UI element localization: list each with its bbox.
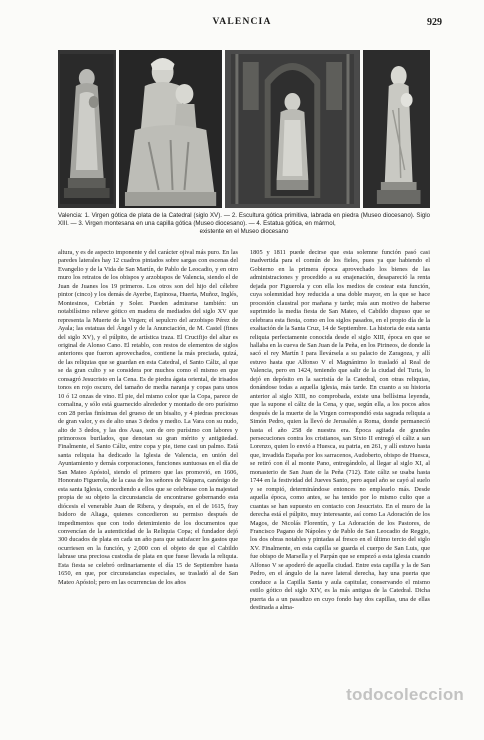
running-title: VALENCIA [212, 17, 272, 27]
figure-caption [58, 212, 430, 236]
figure-caption-last-line: existente en el Museo diocesano [199, 228, 289, 236]
figure-plate-4 [363, 50, 430, 208]
gothic-marble-statue-icon [363, 50, 430, 208]
page-number: 929 [427, 17, 442, 28]
watermark-text: todocoleccion [346, 685, 464, 704]
body-columns [58, 249, 430, 723]
figure-caption-text: Valencia: 1. Virgen gótica de plata de la Catedral (siglo XV). — 2. Escultura gótica primitiva, labrada en piedra (Museo diocesano). Siglo XIII. — 3. Virgen montesana en una capilla gótica (Museo diocesano). — 4. Estatua gótica, en mármol, [58, 212, 430, 228]
body-column-right: 1805 y 1811 puede decirse que esta solemne función pasó casi inadvertida para el común de los fieles, pues ya que habiendo el Gobierno en la primera época aprovechado los bienes de las administraciones y procedido a su enajenación, desapareció la renta dejada por Figuerola y con ella los medios de costear esta función, cuya solemnidad hoy reducida a una doble mayor, en la que se hace procesión claustral por mañana y tarde; más aun motivo de haberse suprimido la media fiesta de San Mateo, el Cabildo dispuso que se celebrara esta fiesta, como en los siglos pasados, en el propio día de la exaltación de la Santa Cruz, 14 de Septiembre. La historia de esta santa reliquia perfectamente conocida desde el siglo XIII, época en que se hallaba en la cueva de San Juan de la Peña, en los Pirineos, de donde la sacó el rey Martín I para llevársela a su palacio de Zaragoza, y allí estuvo hasta que Alfonso V el Magnánimo lo trasladó al Real de Valencia, pero en 1424, teniendo que salir de la ciudad del Turia, lo dejó en depósito en la sacristía de la Catedral, con otras reliquias, donándose todas a aquella iglesia, más tarde. En cuanto a su historia anterior al siglo XIII, no comprobada, existe una bellísima leyenda, que la supone el cáliz de la Cena, y que, según ella, a los pocos años después de la muerte de la Virgen correspondió esta sagrada reliquia a Simón Pedro, quien la llevó de Jerusalén a Roma, donde permaneció hasta el año 258 de nuestra era. Época agitada de grandes persecuciones contra los cristianos, san Sixto II entregó el cáliz a san Lorenzo, quien lo envió a Huesca, su patria, en 261, y allí estuvo hasta que, invadida España por los sarracenos, Audoberto, obispo de Huesca, se retiró con él al monte Pano, entregándolo, al llegar al siglo XI, al monasterio de San Juan de la Peña (712). Este cáliz se usaba hasta 1744 en la festividad del Jueves Santo, pero aquel año se cayó al suelo y se rompió, determinándose entonces no emplearlo más. Desde aquella época, como antes, se ha tenido por lo mismo culto que a cuantas se han supuesto en contacto con Jesucristo. En el muro de la derecha está el púlpito, muy interesante, así como La Adoración de los Magos, de Nicolás Florentín, y La Adoración de los Pastores, de Francisco Pagano de Nápoles y de Pablo de San Leocadio de Reggio, los dos obras notables y pintadas al fresco en el último tercio del siglo XV. Finalmente, en esta capilla se guarda el cuerpo de San Luis, que fue obispo de Marsella y el Parpán que se empezó a esta iglesia cuando Alfonso V se apoderó de aquella ciudad. Entre esta capilla y la de San Pedro, en el ángulo de la nave lateral derecha, hay una puerta que conduce a la Capilla Santa y aula capitular, conservando el mismo estilo gótico del siglo XIV, es la más antigua de la Catedral. Dicha puerta da a un pasadizo en cuyo fondo hay dos capillas, una de ellas destinada a alma- [250, 249, 430, 612]
body-column-left: altura, y es de aspecto imponente y del carácter ojival más puro. En las paredes laterales hay 12 cuadros pintados sobre sargas con escenas del Evangelio y de la Vida de San Martín, de Pablo de Leocadio, y en otro muro los retratos de los obispos y arzobispos de Valencia, siendo el de Juan de Juanes los 19 primeros. Los otros son del hijo del célebre pintor (cinco) y los demás de Ayerbe, Espinosa, Huerta, Muñoz, Inglés, Montesinos, Cebrián y Soler. Pueden admirarse también: un notabilísimo relieve gótico en madera de mediados del siglo XV que representa la Muerte de la Virgen; el sepulcro del arzobispo Pérez de Ayala; las estatuas del Ángel y de la Anunciación, de M. Castel (fines del siglo XV), y el púlpito, de artística traza. El Crucifijo del altar es original de Alonso Cano. El retablo, con restos de elementos de siglos anteriores que fueron aprovechados, contiene la más preciada, quizá, de las reliquias que se guardan en esta Catedral, el Santo Cáliz, al que se da gran culto y se considera por muchos como el mismo en que consagró Jesucristo en la Cena. Es de piedra ágata oriental, de irisados tonos en rojo oscuro, del tamaño de media naranja y copas para unos 10 ó 12 onzas de vino. El pie, del mismo color que la Copa, parece de cornalina, y sólo está guarnecido alrededor y montado de oro purísimo con 28 perlas finísimas del grueso de un bisalto, y 4 piedras preciosas de gran valor, y es de alto unas 3 dedos y medio. La Vara con su nudo, alto de 3 dedos, y las dos Asas, son de oro purísimo con labores y primorosos burilados, que denotan su gran mérito y antigüedad. Finalmente, el Santo Cáliz, entre copa y pie, tiene casi un palmo. Está santa reliquia ha dedicado la Iglesia de Valencia, en unión del Ayuntamiento y demás corporaciones, funciones suntuosas en el día de San Mateo Apóstol, siendo el primero que las promovió, en 1606, Honorato Figuerola, de la casa de los señores de Náquera, canónigo de esta santa Iglesia, concediendo a ellos que se celebrase con la majestad propia de su objeto la circunstancia de encontrarse gobernando esta diócesis el venerable Juan de Ribera, y después, en el de 1615, fray Isidoro de Aliaga, quienes concedieron su permiso después de impedimentos que con todo detenimiento de los documentos que convencían de la autenticidad de la Reliquia Copa; el fundador dejó 300 ducados de plata en cada un año para que satisfacer los gastos que ocurriesen en la función, y 2,000 con el objeto de que el Cabildo labrase una preciosa custodia de plata en que fuese llevada la reliquia. Esta fiesta se celebró ordinariamente el día 15 de Septiembre hasta 1650, en que, por circunstancias especiales, se trasladó al de San Mateo Apóstol; pero en las ocurrencias de los años [58, 249, 238, 586]
figure-photo-strip [58, 50, 430, 208]
figure-plate-2 [119, 50, 222, 208]
figure-plate-1 [58, 50, 116, 208]
running-head [0, 17, 484, 31]
figure-plate-3 [225, 50, 360, 208]
silver-virgin-statue-icon [58, 50, 116, 208]
seated-virgin-stone-sculpture-icon [119, 50, 222, 208]
virgin-gothic-altarpiece-icon [225, 50, 360, 208]
